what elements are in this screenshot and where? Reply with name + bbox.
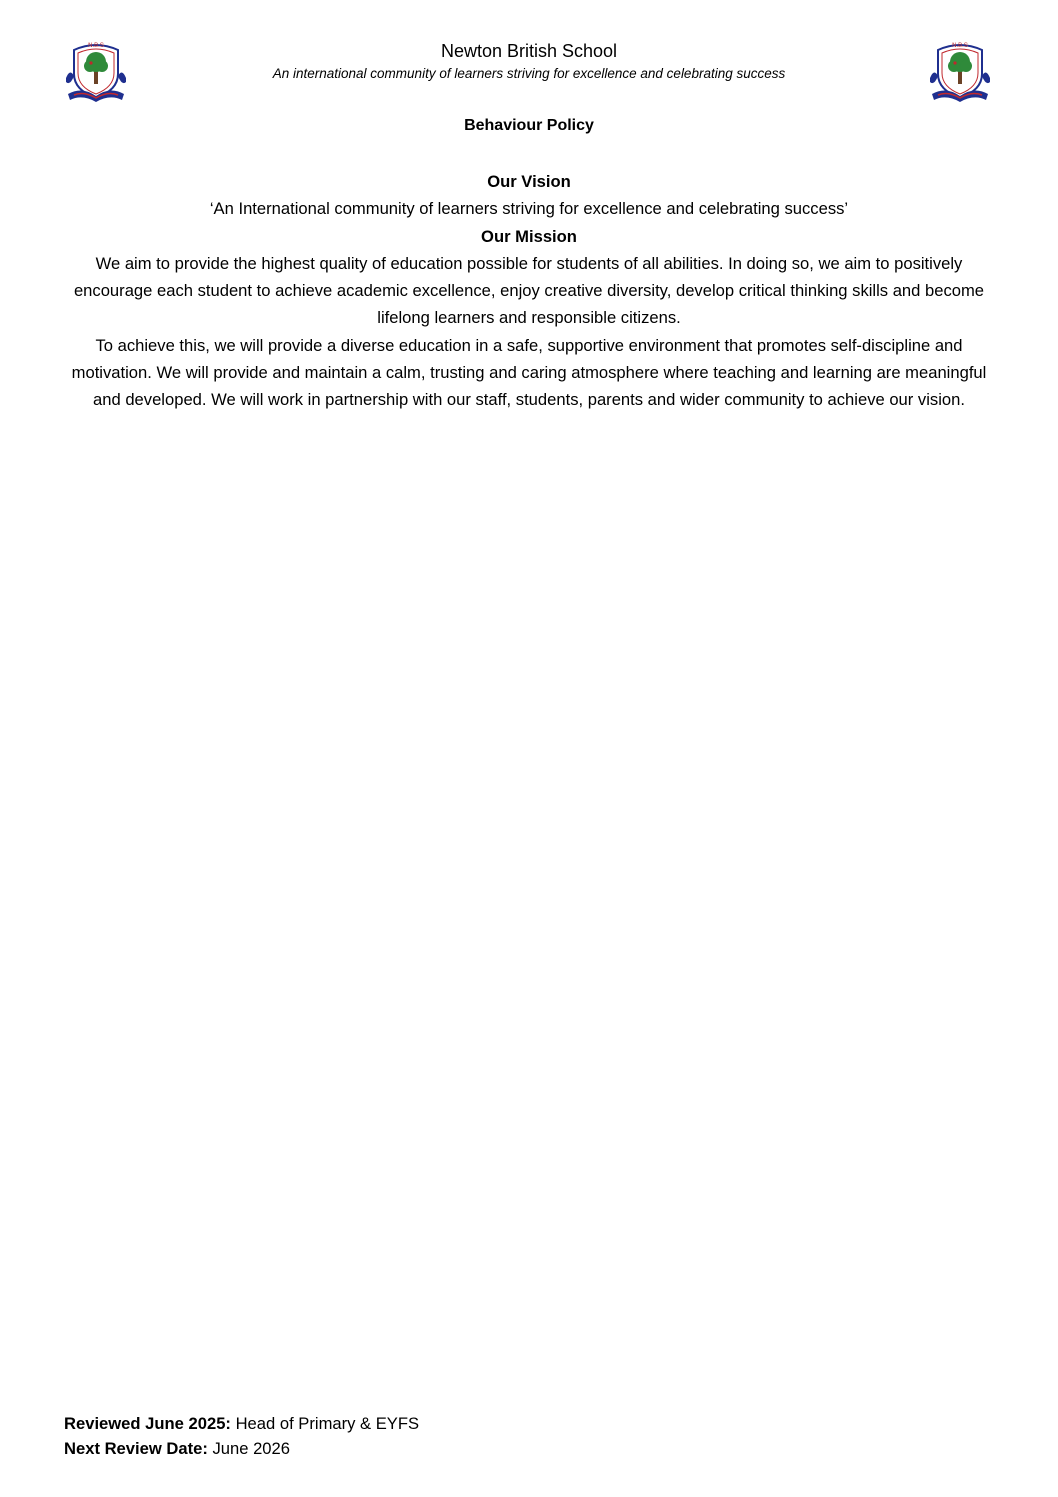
document-footer bbox=[64, 1411, 419, 1461]
next-review-label: Next Review Date: bbox=[64, 1439, 208, 1458]
school-crest-right bbox=[928, 38, 992, 104]
vision-text: ‘An International community of learners striving for excellence and celebrating success’ bbox=[209, 199, 849, 219]
crest-icon bbox=[928, 38, 992, 104]
reviewed-line bbox=[64, 1411, 419, 1436]
vision-heading: Our Vision bbox=[487, 172, 571, 191]
mission-paragraph-1: We aim to provide the highest quality of education possible for students of all abilities. In doing so, we aim to positively encourage each student to achieve academic excellence, enjoy creative diversity, develop critical thinking skills and become lifelong learners and responsible citizens. bbox=[73, 253, 985, 328]
school-crest-left bbox=[64, 38, 128, 104]
mission-paragraph-2: To achieve this, we will provide a diverse education in a safe, supportive environment that promotes self-discipline and motivation. We will provide and maintain a calm, trusting and caring atmosphere where teaching and learning are meaningful and developed. We will work in partnership with our staff, students, parents and wider community to achieve our vision. bbox=[71, 335, 987, 410]
next-review-value: June 2026 bbox=[207, 1439, 290, 1458]
svg-text:N.B.S: N.B.S bbox=[88, 43, 104, 49]
crest-icon bbox=[64, 38, 128, 104]
mission-heading: Our Mission bbox=[481, 226, 577, 246]
document-title: Behaviour Policy bbox=[464, 117, 594, 134]
school-tagline: An international community of learners striving for excellence and celebrating success bbox=[272, 66, 786, 81]
reviewed-label: Reviewed June 2025: bbox=[64, 1414, 231, 1433]
school-name: Newton British School bbox=[440, 41, 618, 61]
next-review-line bbox=[64, 1436, 419, 1461]
document-header bbox=[180, 38, 878, 84]
svg-text:N.B.S: N.B.S bbox=[952, 43, 968, 49]
document-body bbox=[64, 168, 994, 414]
reviewed-value: Head of Primary & EYFS bbox=[230, 1414, 420, 1433]
